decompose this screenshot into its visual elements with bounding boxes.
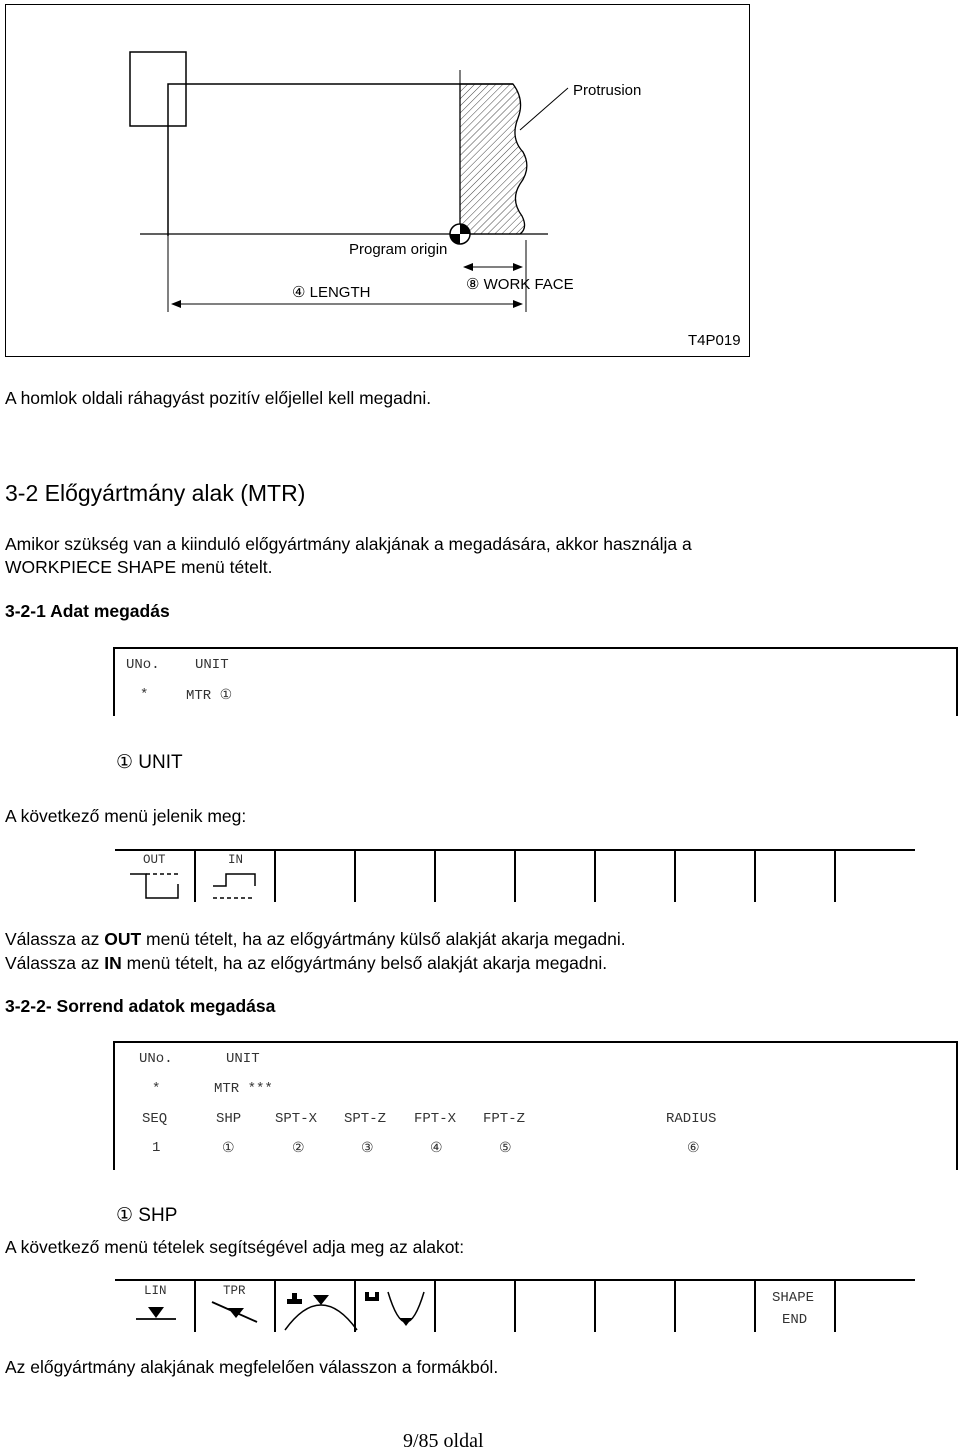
page-number: 9/85 oldal xyxy=(403,1430,484,1452)
seq-value-shp: ① xyxy=(222,1141,235,1157)
menu-item-shape-end-line2[interactable]: END xyxy=(782,1312,808,1328)
unit-label: ① UNIT xyxy=(116,752,183,773)
length-label: ④ LENGTH xyxy=(292,284,371,301)
seq-header-fpt-x: FPT-X xyxy=(414,1111,457,1127)
seq-value-fpt-x: ④ xyxy=(430,1141,443,1157)
figure-id: T4P019 xyxy=(688,332,741,349)
menu-item-tpr[interactable]: TPR xyxy=(223,1284,246,1298)
intro-line-1: Amikor szükség van a kiinduló előgyártmány alakjának a megadására, akkor használja a xyxy=(5,534,692,554)
paragraph-allowance: A homlok oldali ráhagyást pozitív előjellel kell megadni. xyxy=(5,388,432,408)
convex-arc-icon xyxy=(285,1293,357,1330)
unit-table-star: * xyxy=(140,687,149,703)
protrusion-label: Protrusion xyxy=(573,82,642,99)
menu-intro: A következő menü jelenik meg: xyxy=(5,806,247,826)
choose-out-line: Válassza az OUT menü tételt, ha az előgyártmány külső alakját akarja megadni. xyxy=(5,929,626,949)
sub-heading-data-entry: 3-2-1 Adat megadás xyxy=(5,601,170,621)
choose-in-line: Válassza az IN menü tételt, ha az előgyártmány belső alakját akarja megadni. xyxy=(5,953,608,973)
seq-table-uno-header: UNo. xyxy=(139,1051,173,1067)
sub-heading-sequence: 3-2-2- Sorrend adatok megadása xyxy=(5,996,276,1016)
protrusion-area xyxy=(460,84,527,234)
seq-header-seq: SEQ xyxy=(142,1111,168,1127)
menu-bar-2 xyxy=(0,1270,960,1340)
seq-table-unit-header: UNIT xyxy=(226,1051,260,1067)
seq-table-unit-value: MTR *** xyxy=(214,1081,273,1097)
in-shape-icon xyxy=(213,874,255,898)
program-origin-label: Program origin xyxy=(349,241,448,258)
seq-value-spt-z: ③ xyxy=(361,1141,374,1157)
seq-header-radius: RADIUS xyxy=(666,1111,717,1127)
unit-table-value: MTR ① xyxy=(186,688,233,704)
unit-table xyxy=(113,647,958,716)
protrusion-leader xyxy=(520,88,568,130)
shp-label: ① SHP xyxy=(116,1205,178,1226)
seq-value-spt-x: ② xyxy=(292,1141,305,1157)
tpr-shape-icon xyxy=(212,1302,257,1322)
seq-header-spt-z: SPT-Z xyxy=(344,1111,387,1127)
work-face-label: ⑧ WORK FACE xyxy=(466,276,574,293)
seq-value-seq: 1 xyxy=(152,1140,161,1156)
seq-header-fpt-z: FPT-Z xyxy=(483,1111,526,1127)
menu-item-in[interactable]: IN xyxy=(228,853,244,867)
menu-item-out[interactable]: OUT xyxy=(143,853,166,867)
menu-item-shape-end-line1[interactable]: SHAPE xyxy=(772,1290,815,1306)
unit-table-uno-header: UNo. xyxy=(126,657,160,673)
seq-value-radius: ⑥ xyxy=(687,1141,700,1157)
lin-shape-icon xyxy=(136,1307,176,1319)
unit-table-unit-header: UNIT xyxy=(195,657,229,673)
closing-text: Az előgyártmány alakjának megfelelően válasszon a formákból. xyxy=(5,1357,499,1377)
chuck-jaw xyxy=(130,52,186,126)
out-shape-icon xyxy=(130,874,178,898)
intro-line-2: WORKPIECE SHAPE menü tételt. xyxy=(5,557,273,577)
section-heading: 3-2 Előgyártmány alak (MTR) xyxy=(5,480,306,506)
menu-bar-1 xyxy=(0,840,960,910)
seq-table-star: * xyxy=(152,1081,161,1097)
concave-arc-icon xyxy=(365,1292,424,1326)
seq-header-shp: SHP xyxy=(216,1111,242,1127)
menu-item-lin[interactable]: LIN xyxy=(144,1284,167,1298)
program-origin-icon xyxy=(450,224,470,244)
seq-value-fpt-z: ⑤ xyxy=(499,1141,512,1157)
workpiece-diagram xyxy=(0,0,960,360)
seq-header-spt-x: SPT-X xyxy=(275,1111,318,1127)
menu2-intro: A következő menü tételek segítségével adja meg az alakot: xyxy=(5,1237,465,1257)
